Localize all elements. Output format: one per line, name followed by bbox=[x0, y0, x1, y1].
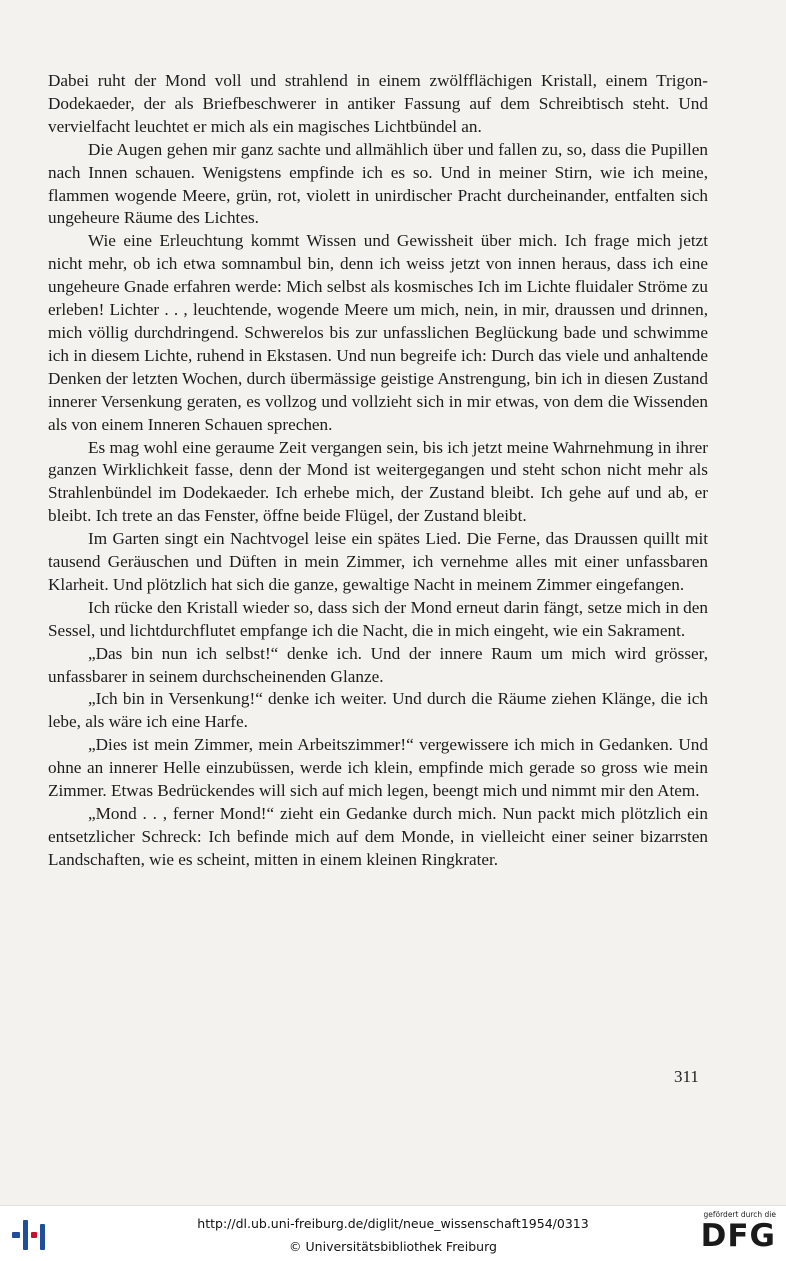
paragraph: „Dies ist mein Zimmer, mein Arbeitszimmer!“ vergewissere ich mich in Gedanken. Und ohne an innerer Helle einzubüssen, werde ich klein, empfinde mich gerade so gross wie mein Zimmer. Etwas Bedrückendes will sich auf mich legen, beengt mich und nimmt mir den Atem. bbox=[48, 735, 708, 801]
document-url-link[interactable]: http://dl.ub.uni-freiburg.de/diglit/neue_wissenschaft1954/0313 bbox=[197, 1216, 589, 1231]
dfg-logo-text: DFG bbox=[700, 1218, 776, 1254]
copyright-notice: © Universitätsbibliothek Freiburg bbox=[289, 1239, 497, 1254]
body-text bbox=[48, 70, 708, 872]
paragraph: Dabei ruht der Mond voll und strahlend in einem zwölfflächigen Kristall, einem Trigon-Dodekaeder, der als Briefbeschwerer in antiker Fassung auf dem Schreibtisch steht. Und vervielfacht leuchtet er mich als ein magisches Lichtbündel an. bbox=[48, 71, 708, 136]
paragraph: Wie eine Erleuchtung kommt Wissen und Gewissheit über mich. Ich frage mich jetzt nicht mehr, ob ich etwa somnambul bin, denn ich weiss jetzt von innen heraus, dass ich eine ungeheure Gnade erfahren werde: Mich selbst als kosmisches Ich im Lichte fluidaler Ströme zu erleben! Lichter . . , leuchtende, wogende Meere um mich, nein, in mir, draussen und drinnen, mich völlig durchdringend. Schwerelos bis zur unfasslichen Beglückung bade und schwimme ich in diesem Lichte, ruhend in Ekstasen. Und nun begreife ich: Durch das viele und anhaltende Denken der letzten Wochen, durch übermässige geistige Anstrengung, bin ich in diesen Zustand innerer Versenkung geraten, es vollzog und vollzieht sich in mir etwas, von dem die Wissenden als von einem Inneren Schauen sprechen. bbox=[48, 231, 708, 434]
viewer-footer bbox=[0, 1205, 786, 1261]
page-number: 311 bbox=[674, 1067, 699, 1086]
paragraph: Die Augen gehen mir ganz sachte und allmählich über und fallen zu, so, dass die Pupillen nach Innen schauen. Wenigstens empfinde ich es so. Und in meiner Stirn, wie ich meine, flammen wogende Meere, grün, rot, violett in unirdischer Pracht durcheinander, entfalten sich ungeheure Räume des Lichtes. bbox=[48, 139, 708, 228]
paragraph: „Das bin nun ich selbst!“ denke ich. Und der innere Raum um mich wird grösser, unfassbarer in seinem durchscheinenden Glanze. bbox=[48, 643, 708, 686]
paragraph: Ich rücke den Kristall wieder so, dass sich der Mond erneut darin fängt, setze mich in den Sessel, und lichtdurchflutet empfange ich die Nacht, die in mich eingeht, wie ein Sakrament. bbox=[48, 597, 708, 640]
dfg-tagline: gefördert durch die bbox=[703, 1210, 776, 1219]
dfg-funding-logo[interactable] bbox=[692, 1210, 780, 1260]
paragraph: „Mond . . , ferner Mond!“ zieht ein Gedanke durch mich. Nun packt mich plötzlich ein entsetzlicher Schreck: Ich befinde mich auf dem Monde, in vielleicht einer seiner bizarrsten Landschaften, wie es scheint, mitten in einem kleinen Ringkrater. bbox=[48, 804, 708, 869]
paragraph: Es mag wohl eine geraume Zeit vergangen sein, bis ich jetzt meine Wahrnehmung in ihrer ganzen Wirklichkeit fasse, denn der Mond ist weitergegangen und steht schon nicht mehr als Strahlenbündel im Dodekaeder. Ich erhebe mich, der Zustand bleibt. Ich gehe auf und ab, er bleibt. Ich trete an das Fenster, öffne beide Flügel, der Zustand bleibt. bbox=[48, 437, 708, 526]
paragraph: „Ich bin in Versenkung!“ denke ich weiter. Und durch die Räume ziehen Klänge, die ich lebe, als wäre ich eine Harfe. bbox=[48, 689, 708, 732]
paragraph: Im Garten singt ein Nachtvogel leise ein spätes Lied. Die Ferne, das Draussen quillt mit tausend Geräuschen und Düften in mein Zimmer, ich vernehme alles mit einer unfassbaren Klarheit. Und plötzlich hat sich die ganze, gewaltige Nacht in meinem Zimmer eingefangen. bbox=[48, 529, 708, 594]
